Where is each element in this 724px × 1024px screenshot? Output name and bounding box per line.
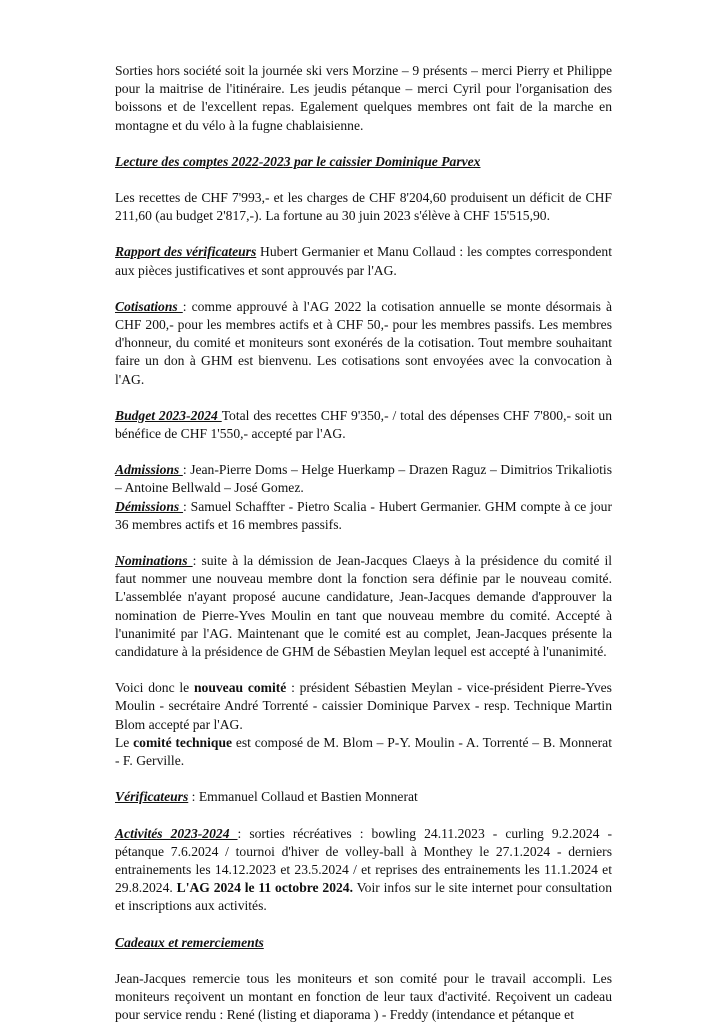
activites-text-end: Voir infos sur le site internet pour consultation et inscriptions aux activités. (115, 880, 613, 914)
rapport-verificateurs-paragraph (115, 243, 612, 279)
cotisations-heading: Cotisations (115, 298, 183, 314)
nominations-text: : suite à la démission de Jean-Jacques Claeys à la présidence du comité il faut nommer une nouveau membre dont la fonction sera définie par le nouveau comité. L'assemblée n'ayant proposé aucune candidature, Jean-Jacques demande d'approuver la nomination de Pierre-Yves Moulin en tant que nouveau membre du comité. Accepté à l'unanimité par l'AG. Maintenant que le comité est au complet, Jean-Jacques présente la candidature à la présidence de GHM de Sébastien Meylan lequel est accepté à l'unanimité. (115, 553, 612, 660)
activites-heading: Activités 2023-2024 (115, 825, 238, 841)
admissions-paragraph (115, 461, 612, 497)
verificateurs-heading: Vérificateurs (115, 789, 189, 805)
nouveau-comite-paragraph (115, 679, 612, 734)
nominations-heading: Nominations (115, 553, 193, 569)
admissions-heading: Admissions (115, 462, 183, 478)
cotisations-text: : comme approuvé à l'AG 2022 la cotisation annuelle se monte désormais à CHF 200,- pour les membres actifs et à CHF 50,- pour les membres passifs. Les membres d'honneur, du comité et moniteurs sont exonérés de la cotisation. Tout membre souhaitant faire un don à GHM est bienvenu. Les cotisations sont envoyées avec la convocation à l'AG. (115, 298, 612, 387)
cadeaux-heading: Cadeaux et remerciements (115, 934, 264, 950)
comite-technique-pre: Le (115, 734, 134, 750)
nouveau-comite-text: : président Sébastien Meylan - vice-président Pierre-Yves Moulin - secrétaire André Torrenté - caissier Dominique Parvex - resp. Technique Martin Blom accepté par l'AG. (115, 680, 612, 732)
cotisations-paragraph (115, 298, 612, 389)
comite-technique-bold: comité technique (133, 734, 233, 750)
demissions-text: : Samuel Schaffter - Pietro Scalia - Hubert Germanier. GHM compte à ce jour 36 membres actifs et 16 membres passifs. (115, 498, 612, 532)
budget-heading: Budget 2023-2024 (115, 407, 222, 423)
verificateurs-paragraph (115, 788, 612, 806)
activites-text: : sorties récréatives : bowling 24.11.2023 - curling 9.2.2024 - pétanque 7.6.2024 / tournoi d'hiver de volley-ball à Monthey le 27.1.2024 - derniers entrainements les 14.12.2023 et 23.5.2024 / et reprises des entrainements les 11.1.2024 et 29.8.2024. (115, 825, 612, 896)
comite-technique-text: est composé de M. Blom – P-Y. Moulin - A. Torrenté – B. Monnerat - F. Gerville. (115, 734, 612, 769)
comite-technique-paragraph (115, 734, 612, 770)
activites-paragraph (115, 825, 612, 916)
comptes-heading: Lecture des comptes 2022-2023 par le caissier Dominique Parvex (115, 153, 481, 169)
demissions-heading: Démissions (115, 498, 184, 514)
nouveau-comite-bold: nouveau comité (193, 680, 287, 696)
nominations-paragraph (115, 552, 612, 661)
budget-paragraph (115, 407, 612, 443)
intro-paragraph: Sorties hors société soit la journée ski vers Morzine – 9 présents – merci Pierry et Philippe pour la maitrise de l'itinéraire. Les jeudis pétanque – merci Cyril pour l'organisation des boissons et de l'excellent repas. Egalement quelques membres ont fait de la marche en montagne et du vélo à la fugne chablaisienne. (115, 63, 612, 133)
nouveau-comite-pre: Voici donc le (115, 680, 194, 696)
demissions-paragraph (115, 498, 612, 534)
rapport-verificateurs-text: Hubert Germanier et Manu Collaud : les comptes correspondent aux pièces justificatives et sont approuvés par l'AG. (115, 244, 612, 278)
cadeaux-paragraph: Jean-Jacques remercie tous les moniteurs et son comité pour le travail accompli. Les moniteurs reçoivent un montant en fonction de leur taux d'activité. Reçoivent un cadeau pour service rendu : René (listing et diaporama ) - Freddy (intendance et pétanque et (115, 970, 612, 1023)
verificateurs-text: : Emmanuel Collaud et Bastien Monnerat (188, 789, 418, 805)
comptes-paragraph: Les recettes de CHF 7'993,- et les charges de CHF 8'204,60 produisent un déficit de CHF 211,60 (au budget 2'817,-). La fortune au 30 juin 2023 s'élève à CHF 15'515,90. (115, 190, 612, 224)
admissions-text: : Jean-Pierre Doms – Helge Huerkamp – Drazen Raguz – Dimitrios Trikaliotis – Antoine Bellwald – José Gomez. (115, 462, 612, 496)
budget-text: Total des recettes CHF 9'350,- / total des dépenses CHF 7'800,- soit un bénéfice de CHF 1'550,- accepté par l'AG. (115, 407, 612, 442)
rapport-verificateurs-heading: Rapport des vérificateurs (115, 244, 257, 260)
activites-ag-date: L'AG 2024 le 11 octobre 2024. (176, 880, 354, 896)
document-page (115, 62, 612, 1024)
